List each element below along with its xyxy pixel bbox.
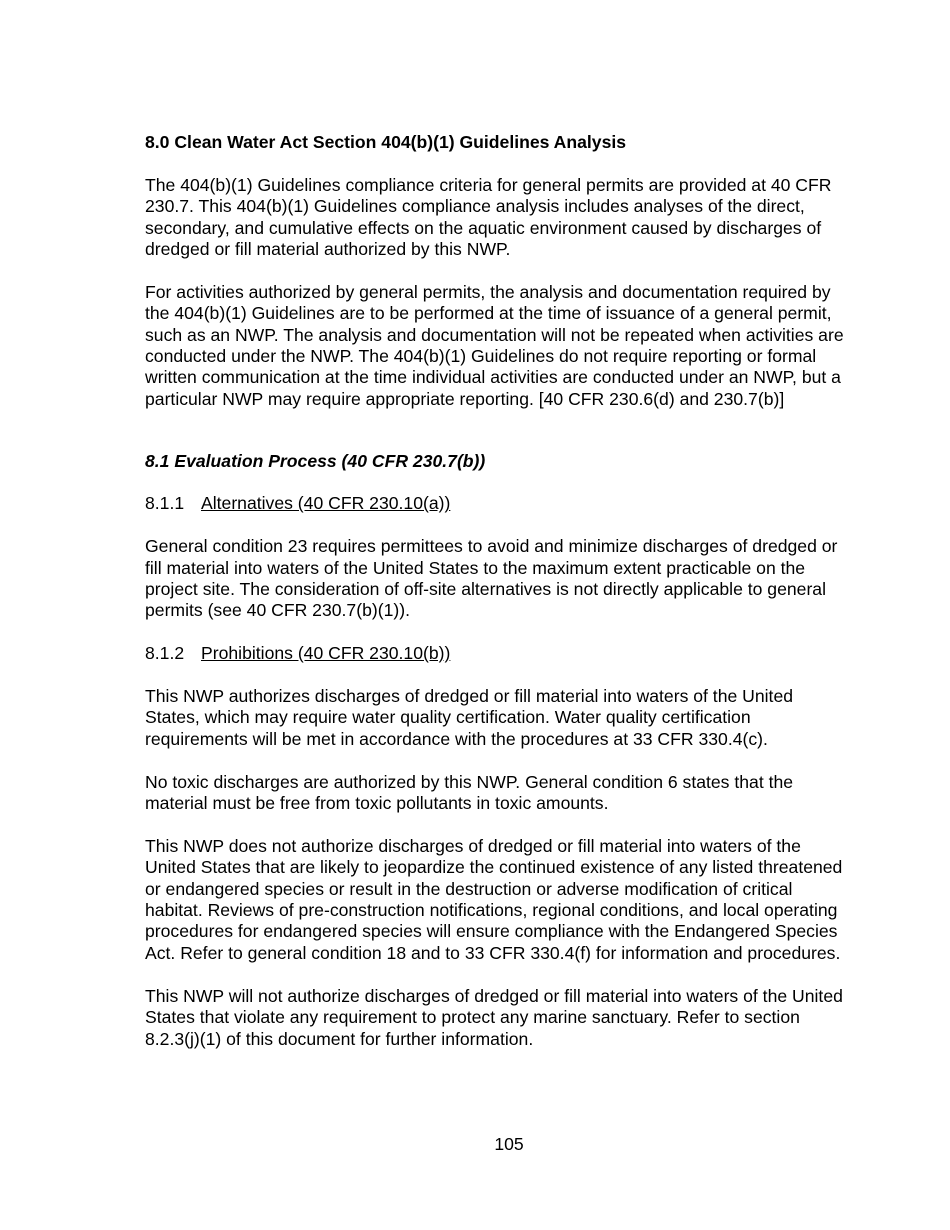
paragraph-guidelines-criteria: The 404(b)(1) Guidelines compliance criteria for general permits are provided at 40 CFR 230.7. This 404(b)(1) Guidelines compliance analysis includes analyses of the direct, secondary, and cumulative effects on the aquatic environment caused by discharges of dredged or fill material authorized by this NWP.	[145, 174, 832, 260]
paragraph-alternatives: General condition 23 requires permittees to avoid and minimize discharges of dredged or fill material into waters of the United States to the maximum extent practicable on the project site. The consideration of off-site alternatives is not directly applicable to general permits (see 40 CFR 230.7(b)(1)).	[145, 536, 838, 621]
section-title: Prohibitions (40 CFR 230.10(b))	[201, 643, 451, 664]
section-heading-8-1-1	[145, 493, 845, 514]
paragraph-water-quality: This NWP authorizes discharges of dredged or fill material into waters of the United States, which may require water quality certification. Water quality certification requirements will be met in accordance with the procedures at 33 CFR 330.4(c).	[145, 686, 794, 749]
paragraph-toxic-discharges: No toxic discharges are authorized by this NWP. General condition 6 states that the material must be free from toxic pollutants in toxic amounts.	[145, 771, 794, 814]
paragraph-marine-sanctuary: This NWP will not authorize discharges of dredged or fill material into waters of the United States that violate any requirement to protect any marine sanctuary. Refer to section 8.2.3(j)(1) of this document for further information.	[145, 985, 843, 1049]
section-heading-8-0: 8.0 Clean Water Act Section 404(b)(1) Guidelines Analysis	[145, 132, 627, 152]
section-number: 8.1.1	[145, 493, 185, 514]
document-page	[145, 132, 845, 1071]
paragraph-general-permits-analysis: For activities authorized by general permits, the analysis and documentation required by the 404(b)(1) Guidelines are to be performed at the time of issuance of a general permit, such as an NWP. The analysis and documentation will not be repeated when activities are conducted under the NWP. The 404(b)(1) Guidelines do not require reporting or formal written communication at the time individual activities are conducted under an NWP, but a particular NWP may require appropriate reporting. [40 CFR 230.6(d) and 230.7(b)]	[145, 281, 844, 409]
section-heading-8-1: 8.1 Evaluation Process (40 CFR 230.7(b))	[145, 450, 486, 471]
section-number: 8.1.2	[145, 643, 185, 664]
section-heading-8-1-2	[145, 643, 845, 664]
section-title: Alternatives (40 CFR 230.10(a))	[201, 493, 451, 514]
paragraph-endangered-species: This NWP does not authorize discharges of dredged or fill material into waters of the United States that are likely to jeopardize the continued existence of any listed threatened or endangered species or result in the destruction or adverse modification of critical habitat. Reviews of pre-construction notifications, regional conditions, and local operating procedures for endangered species will ensure compliance with the Endangered Species Act. Refer to general condition 18 and to 33 CFR 330.4(f) for information and procedures.	[145, 835, 843, 963]
page-number: 105	[494, 1134, 524, 1154]
section-spacer	[145, 432, 845, 451]
